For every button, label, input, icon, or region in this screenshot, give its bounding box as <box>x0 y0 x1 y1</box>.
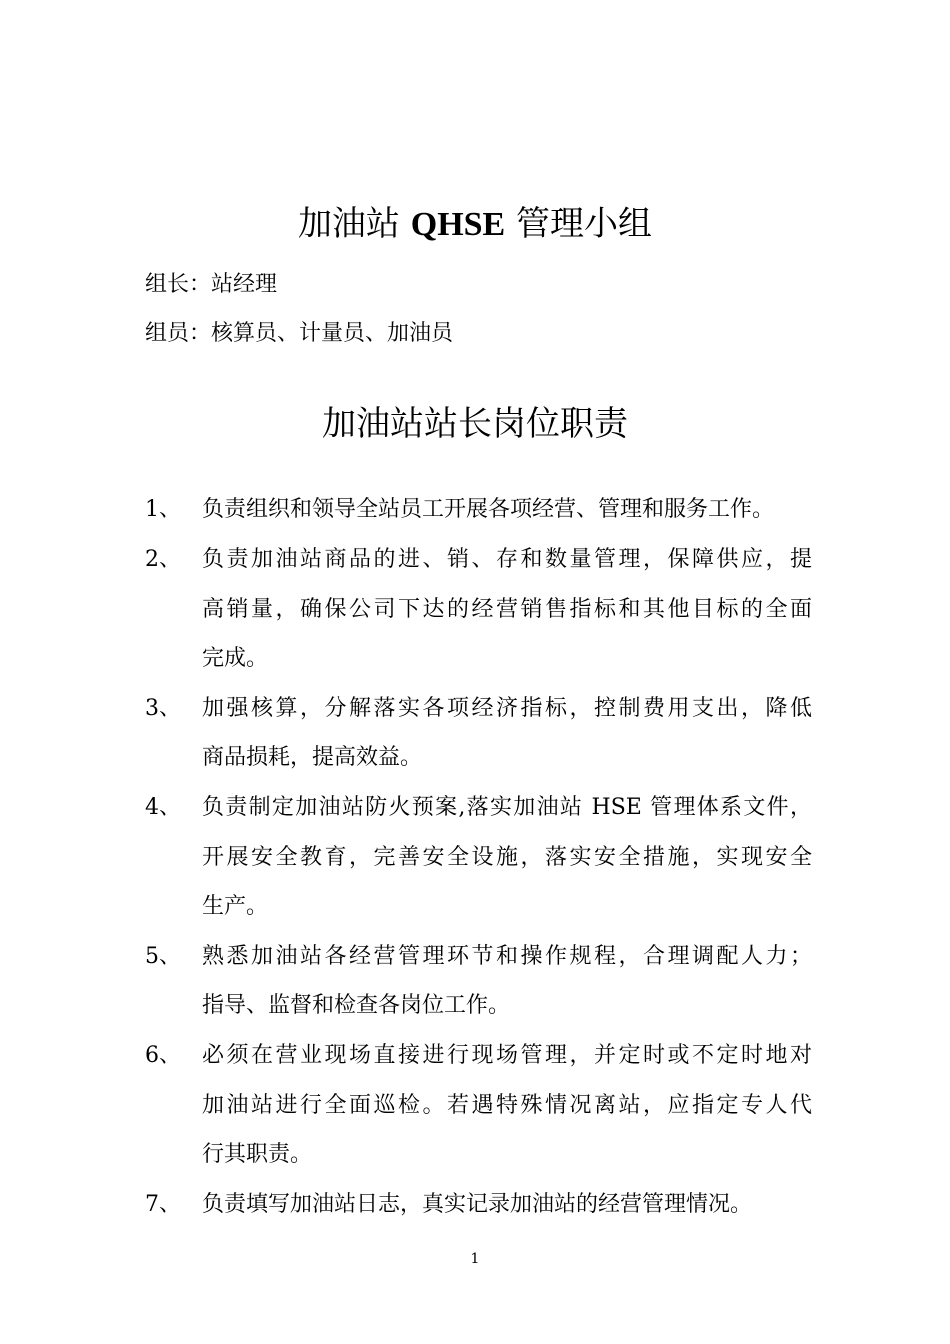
duty-line: 完成。 <box>202 646 269 671</box>
group-title-suffix: 管理小组 <box>516 204 653 244</box>
duty-line: 负责填写加油站日志，真实记录加油站的经营管理情况。 <box>202 1192 753 1217</box>
duty-line: 加强核算，分解落实各项经济指标，控制费用支出，降低 <box>202 696 812 721</box>
group-members-line: 组员：核算员、计量员、加油员 <box>145 321 454 346</box>
duty-line: 必须在营业现场直接进行现场管理，并定时或不定时地对 <box>202 1043 812 1068</box>
duty-number: 5、 <box>145 944 181 969</box>
duty-line: 行其职责。 <box>202 1142 313 1167</box>
duties-title: 加油站站长岗位职责 <box>322 404 628 444</box>
group-title-qhse: QHSE <box>410 206 506 243</box>
duty-line: 开展安全教育，完善安全设施，落实安全措施，实现安全 <box>202 845 812 870</box>
duty-line: 商品损耗，提高效益。 <box>202 745 423 770</box>
duty-line: 生产。 <box>202 894 269 919</box>
duty-line: 加油站进行全面巡检。若遇特殊情况离站，应指定专人代 <box>202 1093 812 1118</box>
group-title-prefix: 加油站 <box>297 204 400 244</box>
duty-number: 2、 <box>145 547 181 572</box>
page-number: 1 <box>470 1251 480 1267</box>
duty-number: 7、 <box>145 1192 181 1217</box>
duty-line: 高销量，确保公司下达的经营销售指标和其他目标的全面 <box>202 597 812 622</box>
duty-number: 3、 <box>145 696 181 721</box>
group-leader-line: 组长：站经理 <box>145 272 278 297</box>
duty-number: 1、 <box>145 497 181 522</box>
duty-line: 熟悉加油站各经营管理环节和操作规程，合理调配人力； <box>202 944 812 969</box>
duty-line: 负责加油站商品的进、销、存和数量管理，保障供应，提 <box>202 547 812 572</box>
duty-line: 指导、监督和检查各岗位工作。 <box>202 993 511 1018</box>
duty-number: 6、 <box>145 1043 181 1068</box>
duty-line: 负责组织和领导全站员工开展各项经营、管理和服务工作。 <box>202 497 775 522</box>
duty-number: 4、 <box>145 795 181 820</box>
duty-line: 负责制定加油站防火预案,落实加油站 HSE 管理体系文件， <box>202 795 812 820</box>
